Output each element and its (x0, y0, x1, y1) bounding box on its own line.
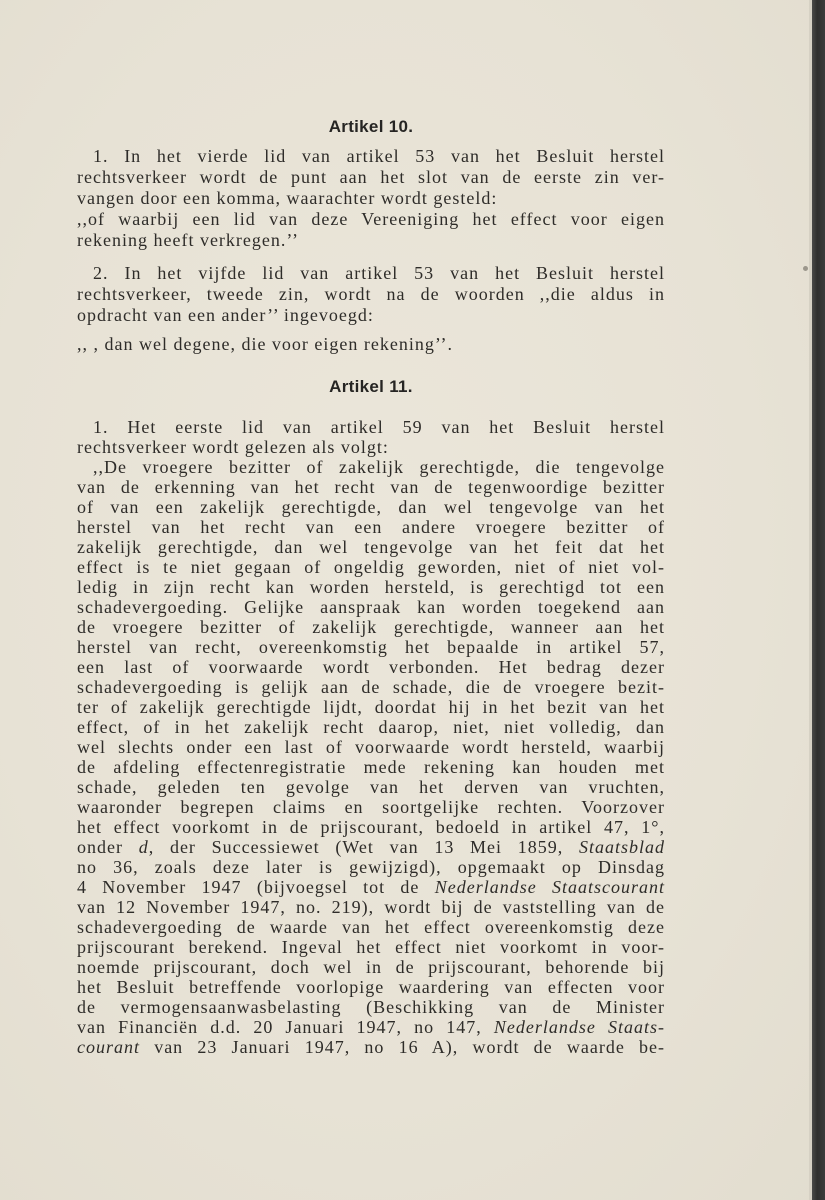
italic-text: courant (77, 1037, 140, 1057)
text-line: 2. In het vijfde lid van artikel 53 van het Besluit herstel (93, 263, 665, 283)
text-line: vangen door een komma, waarachter wordt gesteld: (77, 188, 498, 208)
text-line (77, 877, 665, 897)
text-line (77, 837, 665, 857)
text-line: herstel van recht, overeenkomstig het bepaalde in artikel 57, (77, 637, 665, 657)
text-line: de vermogensaanwasbelasting (Beschikking van de Minister (77, 997, 665, 1017)
text-line: opdracht van een ander’’ ingevoegd: (77, 305, 374, 325)
text-segment: van Financiën d.d. 20 Januari 1947, no 147, (77, 1017, 494, 1037)
italic-text: Nederlandse Staats- (493, 1017, 665, 1037)
italic-text: Staatsblad (579, 837, 666, 857)
italic-text: d (138, 837, 149, 857)
text-line (77, 1037, 665, 1057)
text-line: een last of voorwaarde wordt verbonden. Het bedrag dezer (77, 657, 665, 677)
paragraph (77, 263, 665, 326)
text-line: het effect voorkomt in de prijscourant, bedoeld in artikel 47, 1°, (77, 817, 665, 837)
text-line: rechtsverkeer wordt de punt aan het slot van de eerste zin ver- (77, 167, 665, 187)
article-heading: Artikel 10. (328, 117, 414, 136)
text-line: zakelijk gerechtigde, dan wel tengevolge van het feit dat het (77, 537, 665, 557)
text-line: effect, of in het zakelijk recht daarop, niet, niet volledig, dan (77, 717, 665, 737)
scan-speck (803, 266, 808, 271)
text-line: waaronder begrepen claims en soortgelijke rechten. Voorzover (77, 797, 665, 817)
text-line: rechtsverkeer, tweede zin, wordt na de woorden ,,die aldus in (77, 284, 665, 304)
text-line: van de erkenning van het recht van de tegenwoordige bezitter (77, 477, 665, 497)
text-line: prijscourant berekend. Ingeval het effect niet voorkomt in voor- (77, 937, 665, 957)
paragraph (77, 146, 665, 209)
quoted-text (77, 334, 665, 355)
text-line: no 36, zoals deze later is gewijzigd), opgemaakt op Dinsdag (77, 857, 665, 877)
text-line: noemde prijscourant, doch wel in de prijscourant, behorende bij (77, 957, 665, 977)
text-line: het Besluit betreffende voorlopige waardering van effecten voor (77, 977, 665, 997)
text-line: herstel van het recht van een andere vroegere bezitter of (77, 517, 665, 537)
text-line: schadevergoeding de waarde van het effect overeenkomstig deze (77, 917, 665, 937)
text-line: schadevergoeding. Gelijke aanspraak kan worden toegekend aan (77, 597, 665, 617)
text-line: ,,De vroegere bezitter of zakelijk gerechtigde, die tengevolge (93, 457, 665, 477)
text-line: wel slechts onder een last of voorwaarde wordt hersteld, waarbij (77, 737, 665, 757)
text-line: ledig in zijn recht kan worden hersteld, is gerechtigd tot een (77, 577, 665, 597)
text-line: effect is te niet gegaan of ongeldig geworden, niet of niet vol- (77, 557, 665, 577)
text-line: schade, geleden ten gevolge van het derven van vruchten, (77, 777, 665, 797)
text-segment: onder (77, 837, 139, 857)
text-line: rekening heeft verkregen.’’ (77, 230, 300, 250)
text-line: schadevergoeding is gelijk aan de schade, die de vroegere bezit- (77, 677, 665, 697)
text-line: of van een zakelijk gerechtigde, dan wel tengevolge van het (77, 497, 665, 517)
text-line: 1. Het eerste lid van artikel 59 van het Besluit herstel (93, 417, 665, 437)
text-segment: , der Successiewet (Wet van 13 Mei 1859, (148, 837, 579, 857)
scan-edge-shadow (812, 0, 825, 1200)
text-line: 1. In het vierde lid van artikel 53 van het Besluit herstel (93, 146, 665, 166)
text-segment: van 23 Januari 1947, no 16 A), wordt de waarde be- (140, 1037, 665, 1057)
text-line: de afdeling effectenregistratie mede rekening kan houden met (77, 757, 665, 777)
text-segment: 4 November 1947 (bijvoegsel tot de (77, 877, 435, 897)
text-line: ,,of waarbij een lid van deze Vereeniging het effect voor eigen (77, 209, 665, 229)
text-line: ,, , dan wel degene, die voor eigen rekening’’. (77, 334, 454, 354)
text-line: van 12 November 1947, no. 219), wordt bij de vaststelling van de (77, 897, 665, 917)
paragraph (77, 417, 665, 457)
text-line (77, 1017, 665, 1037)
quoted-text (77, 209, 665, 251)
italic-text: Nederlandse Staatscourant (434, 877, 665, 897)
article-heading: Artikel 11. (329, 377, 413, 396)
text-line: rechtsverkeer wordt gelezen als volgt: (77, 437, 389, 457)
text-line: de vroegere bezitter of zakelijk gerechtigde, wanneer aan het (77, 617, 665, 637)
quoted-text (77, 457, 665, 1057)
text-line: ter of zakelijk gerechtigde lijdt, doordat hij in het bezit van het (77, 697, 665, 717)
